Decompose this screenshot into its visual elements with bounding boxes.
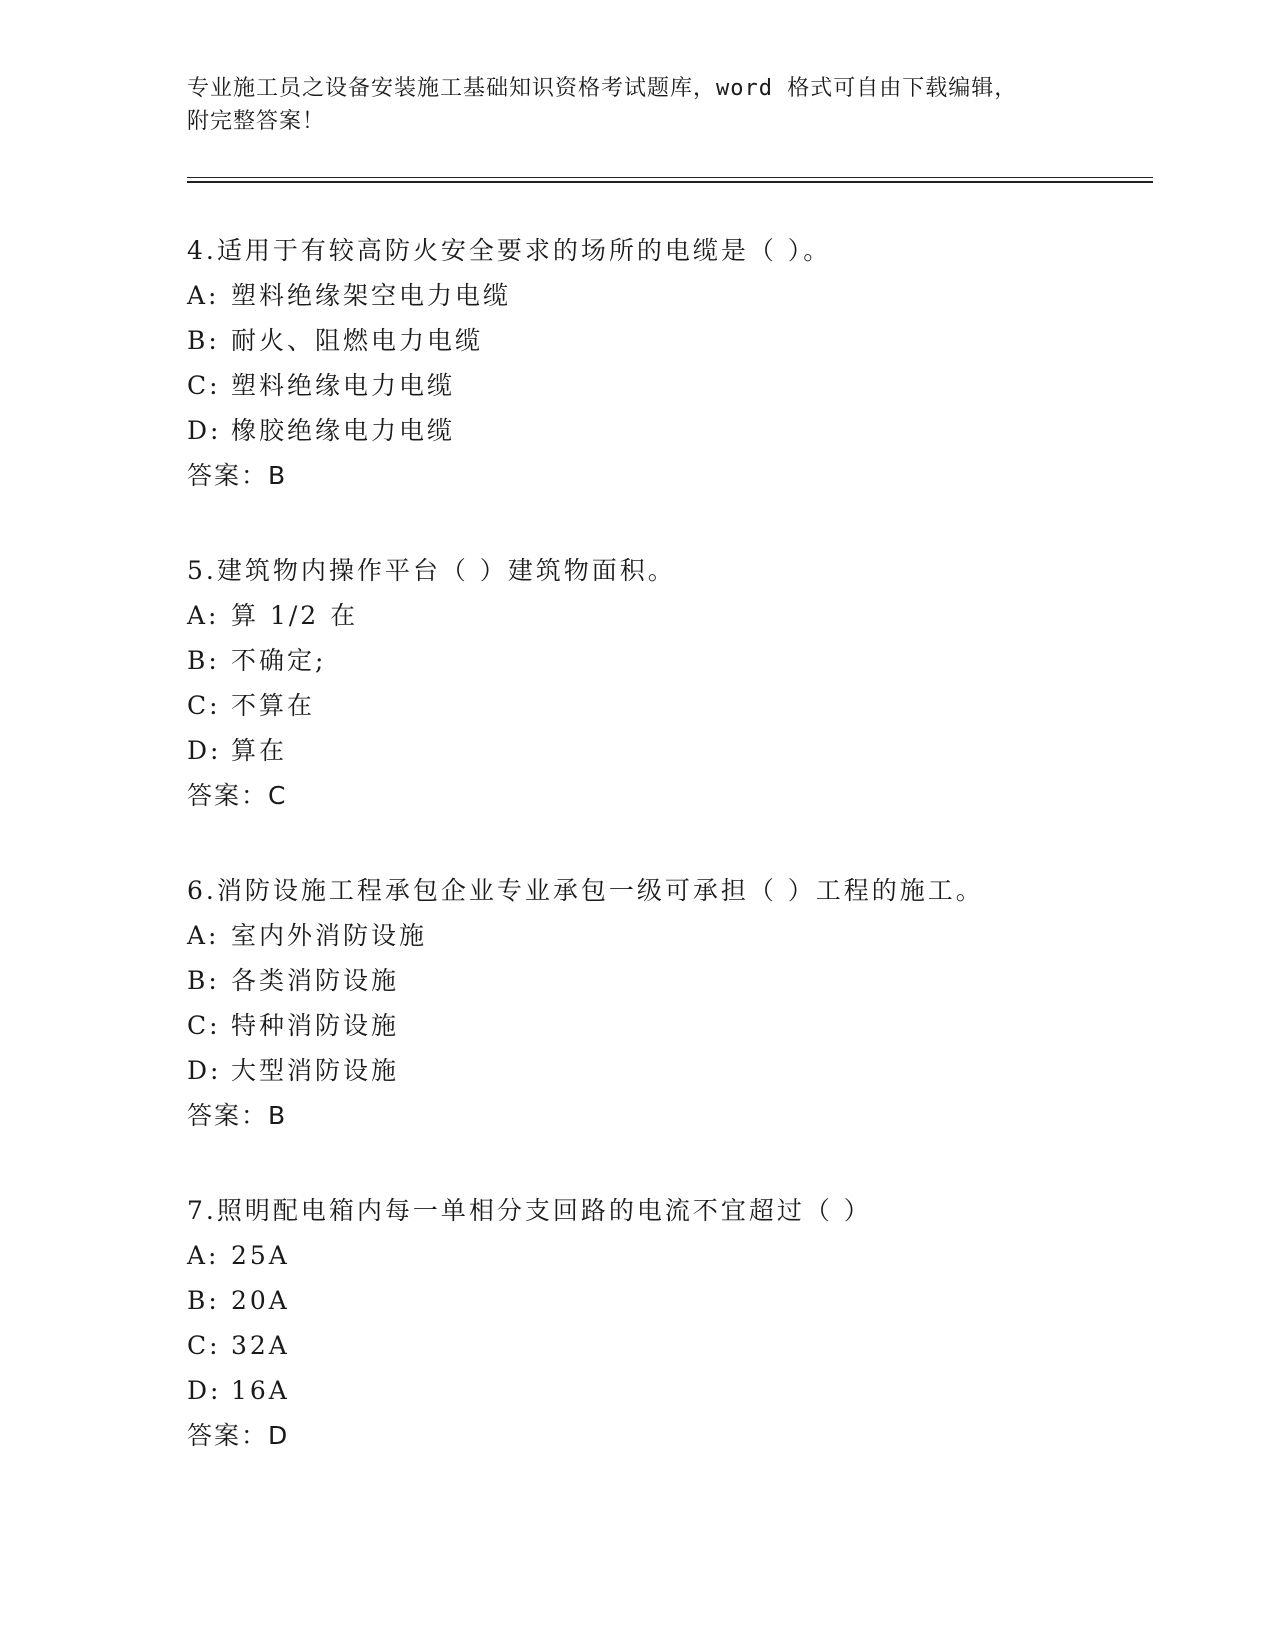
answer-line: 答案：C <box>187 781 288 810</box>
question-stem: 5.建筑物内操作平台（ ）建筑物面积。 <box>187 556 676 585</box>
answer-line: 答案：B <box>187 1101 288 1130</box>
option-b <box>187 1285 290 1317</box>
option-label: C: <box>187 1331 221 1360</box>
question-6 <box>187 875 1153 1195</box>
option-d <box>187 1375 290 1407</box>
option-label: D: <box>187 1376 222 1405</box>
option-c <box>187 690 315 722</box>
option-label: A: <box>187 601 220 630</box>
option-label: D: <box>187 416 222 445</box>
option-a <box>187 1240 290 1272</box>
header-divider-thin <box>187 177 1153 178</box>
option-text: 32A <box>231 1331 290 1360</box>
question-stem: 7.照明配电箱内每一单相分支回路的电流不宜超过（ ） <box>187 1196 872 1225</box>
answer-line: 答案：D <box>187 1421 290 1450</box>
option-d <box>187 735 287 767</box>
option-a <box>187 280 511 312</box>
option-label: B: <box>187 1286 220 1315</box>
option-label: B: <box>187 326 220 355</box>
option-text: 室内外消防设施 <box>231 921 428 950</box>
option-c <box>187 1330 290 1362</box>
question-5 <box>187 555 1153 875</box>
question-stem: 4.适用于有较高防火安全要求的场所的电缆是（ ）。 <box>187 236 832 265</box>
option-b <box>187 965 399 997</box>
option-d <box>187 1055 399 1087</box>
option-label: B: <box>187 646 220 675</box>
option-text: 算 1/2 在 <box>231 601 359 630</box>
option-label: B: <box>187 966 220 995</box>
option-label: A: <box>187 921 220 950</box>
header-line-2: 附完整答案！ <box>187 109 326 134</box>
option-d <box>187 415 455 447</box>
option-text: 25A <box>231 1241 290 1270</box>
option-text: 不算在 <box>231 691 316 720</box>
option-text: 算在 <box>231 736 288 765</box>
option-text: 耐火、阻燃电力电缆 <box>231 326 484 355</box>
option-c <box>187 1010 399 1042</box>
option-text: 塑料绝缘电力电缆 <box>231 371 456 400</box>
option-label: A: <box>187 281 220 310</box>
option-text: 塑料绝缘架空电力电缆 <box>231 281 512 310</box>
option-text: 大型消防设施 <box>231 1056 400 1085</box>
question-list <box>187 235 1153 1515</box>
option-label: C: <box>187 371 221 400</box>
header-line-1: 专业施工员之设备安装施工基础知识资格考试题库，word 格式可自由下载编辑， <box>187 76 1018 101</box>
option-b <box>187 325 483 357</box>
option-label: C: <box>187 691 221 720</box>
question-7 <box>187 1195 1153 1515</box>
option-c <box>187 370 455 402</box>
option-label: D: <box>187 1056 222 1085</box>
option-label: D: <box>187 736 222 765</box>
option-text: 20A <box>231 1286 290 1315</box>
option-a <box>187 920 427 952</box>
answer-line: 答案：B <box>187 461 288 490</box>
option-b <box>187 645 326 677</box>
option-label: A: <box>187 1241 220 1270</box>
document-header <box>187 72 1087 138</box>
header-divider-thick <box>187 181 1153 183</box>
option-text: 橡胶绝缘电力电缆 <box>231 416 456 445</box>
question-stem: 6.消防设施工程承包企业专业承包一级可承担（ ）工程的施工。 <box>187 876 984 905</box>
option-a <box>187 600 358 632</box>
option-label: C: <box>187 1011 221 1040</box>
option-text: 16A <box>231 1376 290 1405</box>
option-text: 不确定; <box>231 646 327 675</box>
option-text: 特种消防设施 <box>231 1011 400 1040</box>
question-4 <box>187 235 1153 555</box>
option-text: 各类消防设施 <box>231 966 400 995</box>
